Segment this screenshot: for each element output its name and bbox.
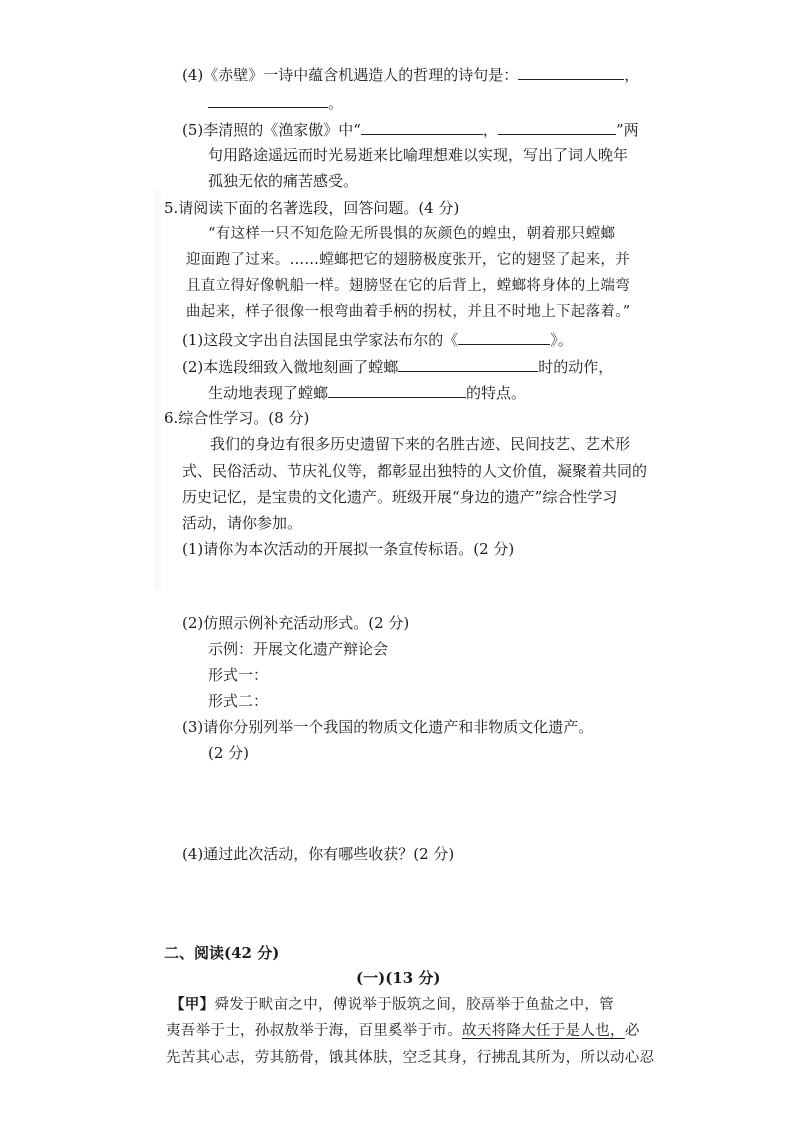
q6-intro-line: 活动，请你参加。 — [182, 514, 303, 532]
jia-line2 — [166, 1021, 640, 1041]
jia-text: 夷吾举于士，孙叔敖举于海，百里奚举于市。 — [166, 1023, 462, 1039]
answer-blank[interactable] — [498, 119, 616, 135]
answer-blank[interactable] — [398, 356, 538, 372]
q5-passage-line: 曲起来，样子很像一根弯曲着手柄的拐杖，并且不时地上下起落着。” — [186, 304, 631, 320]
scan-shadow — [155, 190, 163, 590]
q5-passage-line: “有这样一只不知危险无所畏惧的灰颜色的蝗虫，朝着那只螳螂 — [208, 226, 616, 242]
answer-blank[interactable] — [458, 329, 550, 345]
q4-item4-prompt: (4)《赤壁》一诗中蕴含机遇造人的哲理的诗句是： — [182, 66, 519, 84]
q6-title: 6.综合性学习。(8 分) — [164, 409, 310, 427]
punct: ， — [624, 66, 640, 84]
q5-sub2-prompt: (2)本选段细致入微地刻画了螳螂 — [182, 358, 399, 376]
q4-item4-line1 — [182, 64, 639, 85]
q5-sub2-text: 时的动作， — [538, 358, 614, 376]
q6-form1: 形式一： — [208, 666, 269, 684]
q5-passage-line: 迎面跑了过来。……螳螂把它的翅膀极度张开，它的翅竖了起来，并 — [186, 252, 630, 268]
punct: ， — [482, 121, 498, 139]
q5-sub2-text: 生动地表现了螳螂 — [208, 384, 329, 402]
q6-intro-line: 式、民俗活动、节庆礼仪等，都彰显出独特的人文价值，凝聚着共同的 — [182, 462, 648, 480]
q4-item5-line3: 孤独无依的痛苦感受。 — [208, 172, 359, 190]
q6-sub2: (2)仿照示例补充活动形式。(2 分) — [182, 614, 410, 632]
q5-title: 5.请阅读下面的名著选段，回答问题。(4 分) — [164, 199, 460, 217]
answer-blank[interactable] — [208, 92, 328, 108]
punct: 》。 — [550, 331, 573, 349]
q4-item5-prompt: (5)李清照的《渔家傲》中“ — [182, 121, 361, 139]
q5-sub2-text: 的特点。 — [466, 384, 527, 402]
q5-sub1 — [182, 329, 573, 350]
jia-label: 【甲】 — [170, 996, 215, 1013]
section2-title: 二、阅读(42 分) — [164, 944, 280, 962]
jia-line1 — [170, 995, 614, 1015]
q5-sub1-prompt: (1)这段文字出自法国昆虫学家法布尔的《 — [182, 331, 459, 349]
answer-blank[interactable] — [328, 382, 466, 398]
answer-blank[interactable] — [361, 119, 483, 135]
q6-sub3-score: (2 分) — [208, 744, 250, 762]
jia-underlined-text: 故天将降大任于是人也， — [462, 1023, 625, 1039]
q5-sub2-line2 — [208, 382, 526, 403]
section2-part1-title: (一)(13 分) — [356, 969, 441, 987]
jia-text: 舜发于畎亩之中，傅说举于版筑之间，胶鬲举于鱼盐之中，管 — [214, 997, 615, 1013]
q5-passage-line: 且直立得好像帆船一样。翅膀竖在它的后背上，螳螂将身体的上端弯 — [186, 278, 630, 294]
jia-text: 必 — [624, 1023, 640, 1039]
q4-item4-line2 — [208, 92, 343, 113]
q4-item5-line1 — [182, 119, 639, 140]
q5-sub2-line1 — [182, 356, 613, 377]
punct: 。 — [328, 94, 344, 112]
q6-sub4: (4)通过此次活动，你有哪些收获？(2 分) — [182, 845, 455, 863]
q6-intro-line: 我们的身边有很多历史遗留下来的名胜古迹、民间技艺、艺术形 — [210, 435, 631, 453]
q6-sub3: (3)请你分别列举一个我国的物质文化遗产和非物质文化遗产。 — [182, 718, 594, 736]
jia-line3: 先苦其心志，劳其筋骨，饿其体肤，空乏其身，行拂乱其所为，所以动心忍 — [166, 1050, 655, 1066]
punct: ”两 — [615, 121, 639, 139]
q6-sub1: (1)请你为本次活动的开展拟一条宣传标语。(2 分) — [182, 540, 515, 558]
q4-item5-line2: 句用路途遥远而时光易逝来比喻理想难以实现，写出了词人晚年 — [208, 146, 629, 164]
q6-intro-line: 历史记忆，是宝贵的文化遗产。班级开展“身边的遗产”综合性学习 — [182, 488, 618, 506]
q6-example: 示例：开展文化遗产辩论会 — [208, 640, 389, 658]
answer-blank[interactable] — [518, 64, 624, 80]
q6-form2: 形式二： — [208, 692, 269, 710]
